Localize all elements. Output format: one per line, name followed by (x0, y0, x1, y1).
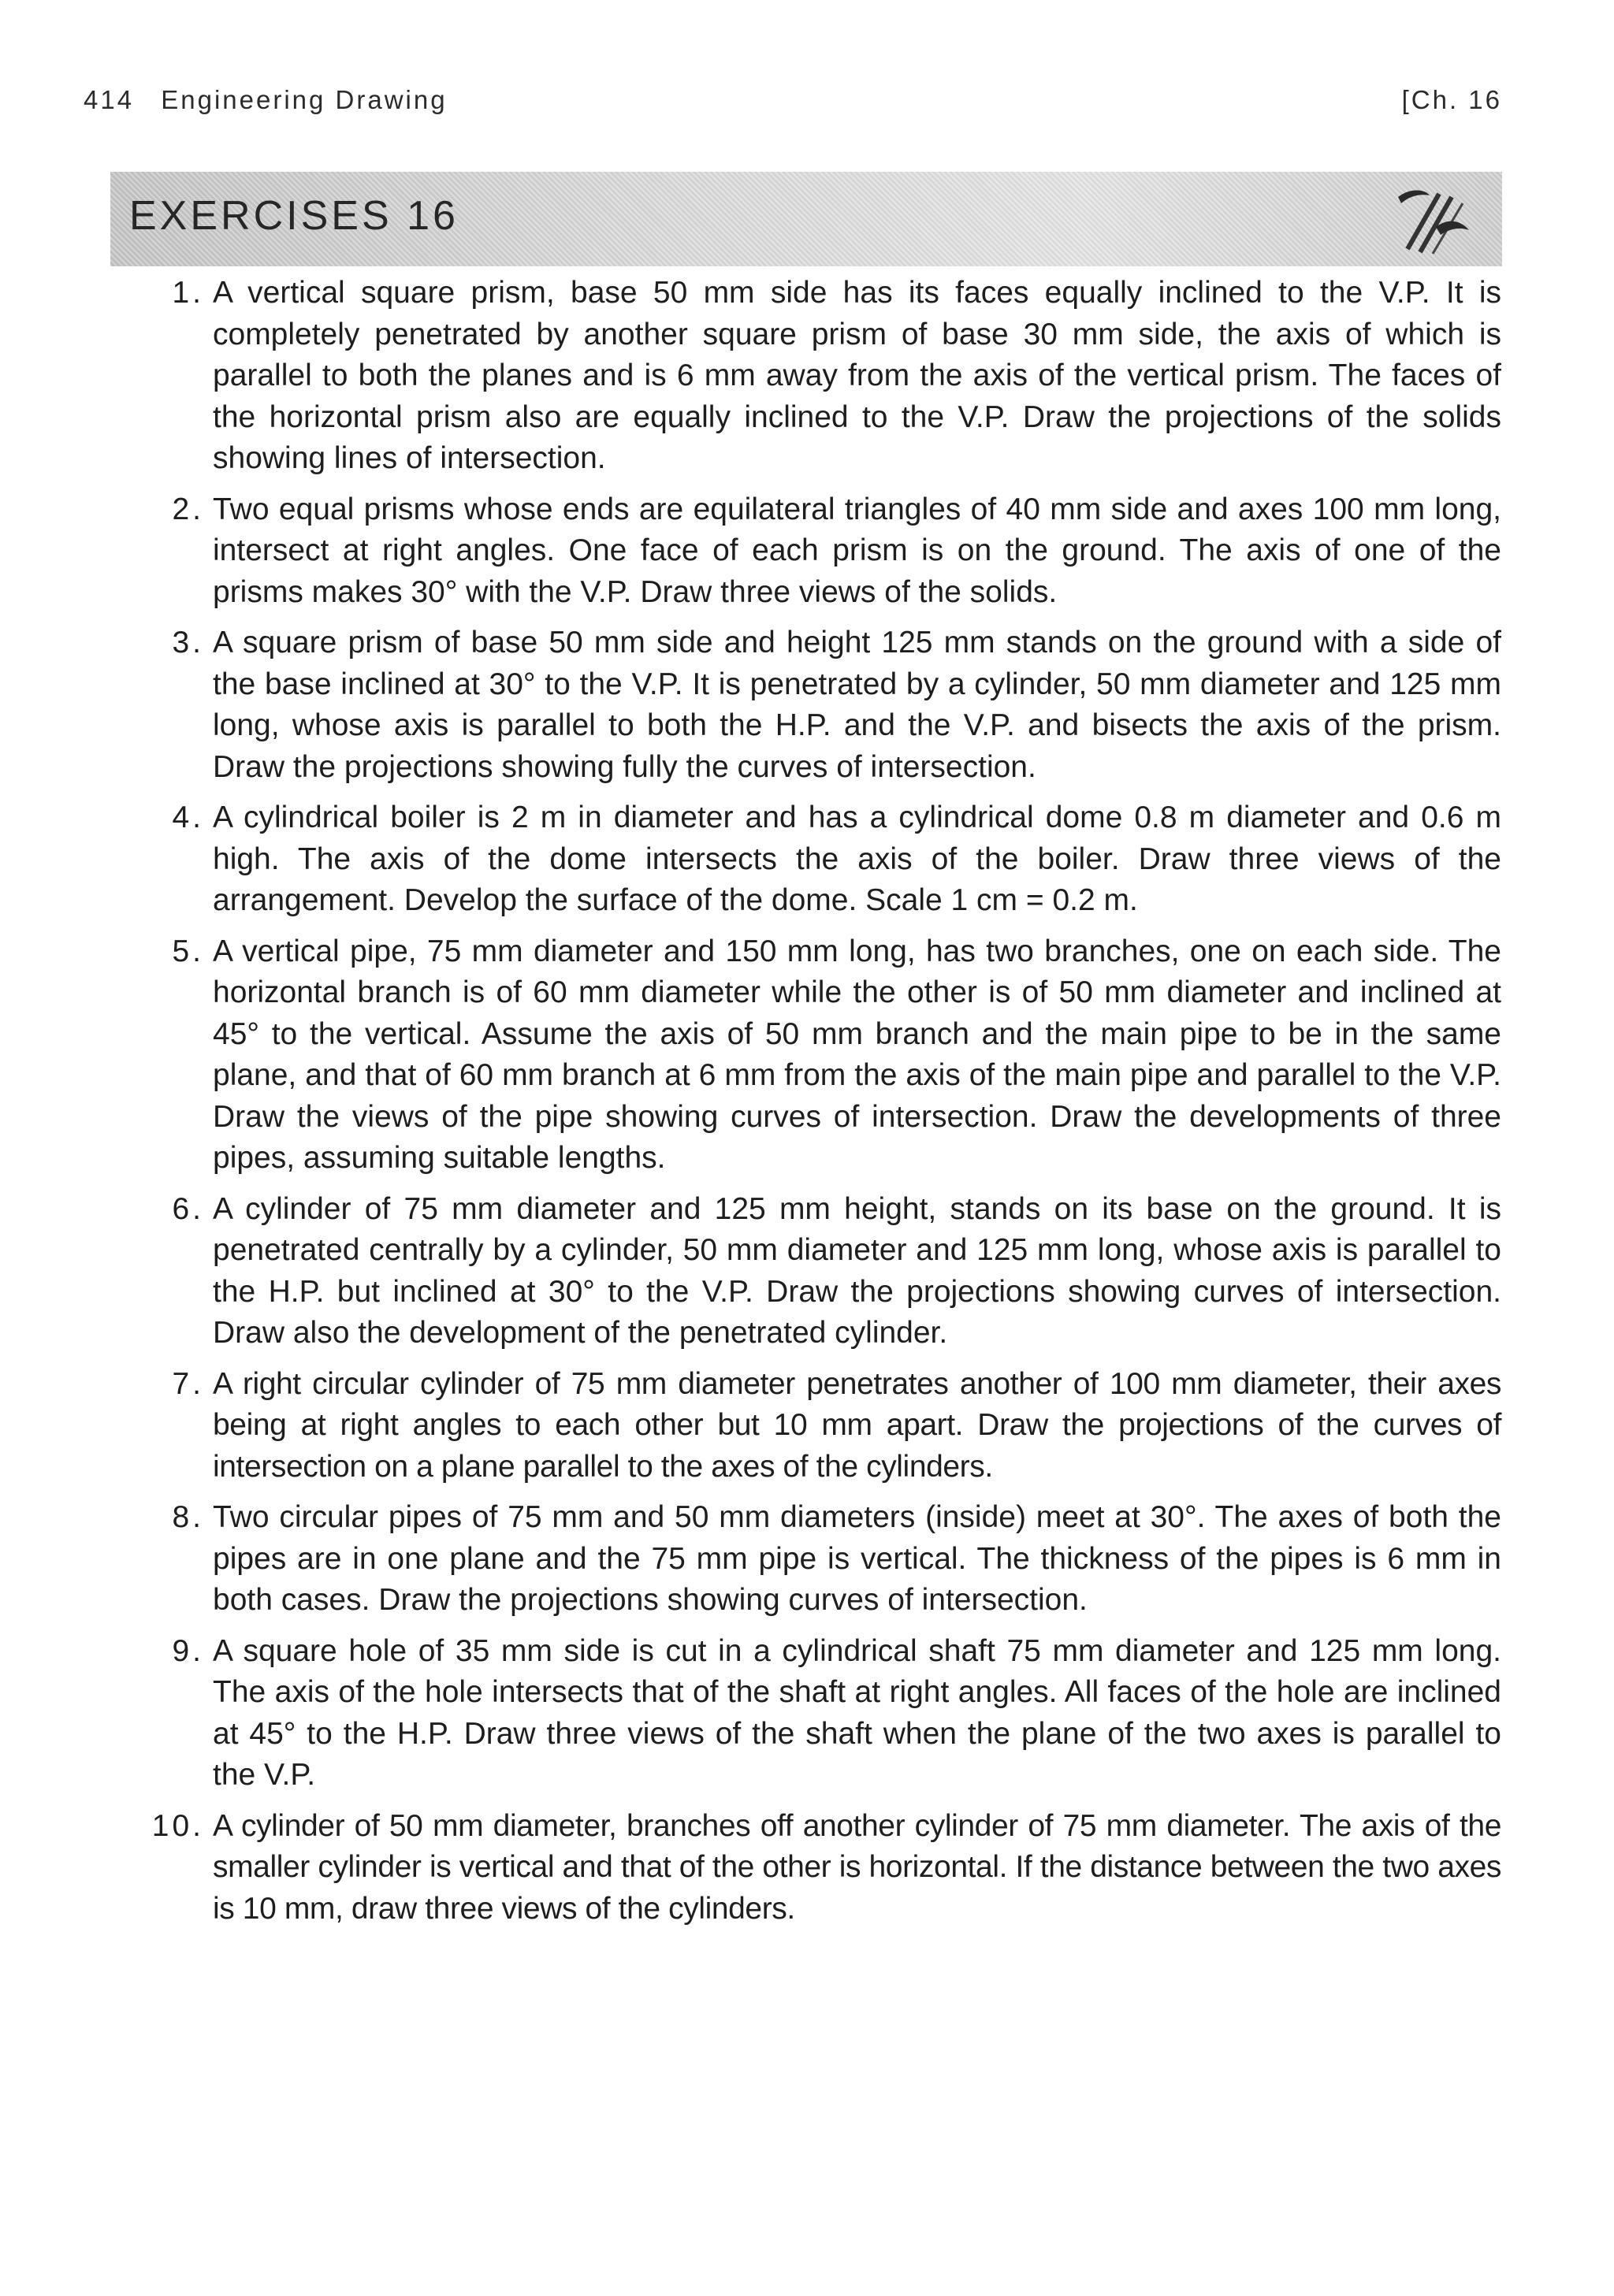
exercise-text: A cylinder of 50 mm diameter, branches off another cylinder of 75 mm diameter. The axis of the smaller cylinder is vertical and that of the other is horizontal. If the distance between the two axes is 10 mm, draw three views of the cylinders. (213, 1808, 1501, 1926)
exercise-item (146, 797, 1501, 922)
exercise-text: A square hole of 35 mm side is cut in a cylindrical shaft 75 mm diameter and 125 mm long. The axis of the hole intersects that of the shaft at right angles. All faces of the hole are inclined at 45° to the H.P. Draw three views of the shaft when the plane of the two axes is parallel to the V.P. (213, 1633, 1501, 1792)
exercise-text: A vertical pipe, 75 mm diameter and 150 mm long, has two branches, one on each side. The horizontal branch is of 60 mm diameter while the other is of 50 mm diameter and inclined at 45° to the vertical. Assume the axis of 50 mm branch and the main pipe to be in the same plane, and that of 60 mm branch at 6 mm from the axis of the main pipe and parallel to the V.P. Draw the views of the pipe showing curves of intersection. Draw the developments of three pipes, assuming suitable lengths. (213, 934, 1501, 1175)
chapter-label: [Ch. 16 (1401, 85, 1502, 114)
exercise-number: 3. (172, 626, 204, 659)
exercise-text: A cylindrical boiler is 2 m in diameter and has a cylindrical dome 0.8 m diameter and 0.6 m high. The axis of the dome intersects the axis of the boiler. Draw three views of the arrangement. Develop the surface of the dome. Scale 1 cm = 0.2 m. (213, 801, 1501, 917)
exercise-text: A cylinder of 75 mm diameter and 125 mm height, stands on its base on the ground. It is penetrated centrally by a cylinder, 50 mm diameter and 125 mm long, whose axis is parallel to the H.P. but inclined at 30° to the V.P. Draw the projections showing curves of intersection. Draw also the development of the penetrated cylinder. (213, 1191, 1501, 1350)
exercise-text: Two circular pipes of 75 mm and 50 mm diameters (inside) meet at 30°. The axes of both the pipes are in one plane and the 75 mm pipe is vertical. The thickness of the pipes is 6 mm in both cases. Draw the projections showing curves of intersection. (213, 1500, 1501, 1617)
exercise-item (146, 1806, 1501, 1930)
exercise-list (146, 273, 1501, 1939)
exercise-number: 6. (172, 1191, 204, 1226)
exercise-text: Two equal prisms whose ends are equilateral triangles of 40 mm side and axes 100 mm long, intersect at right angles. One face of each prism is on the ground. The axis of one of the prisms makes 30° with the V.P. Draw three views of the solids. (213, 492, 1501, 609)
exercise-item (146, 1497, 1501, 1622)
exercises-banner (110, 172, 1502, 266)
running-header (84, 85, 1502, 124)
header-left (84, 85, 448, 115)
exercise-number: 4. (172, 801, 204, 834)
exercise-number: 10. (151, 1808, 204, 1843)
book-title: Engineering Drawing (161, 85, 448, 114)
exercise-text: A square prism of base 50 mm side and height 125 mm stands on the ground with a side of the base inclined at 30° to the V.P. It is penetrated by a cylinder, 50 mm diameter and 125 mm long, whose axis is parallel to both the H.P. and the V.P. and bisects the axis of the prism. Draw the projections showing fully the curves of intersection. (213, 626, 1501, 784)
exercise-item (146, 489, 1501, 614)
exercise-number: 5. (172, 934, 204, 968)
exercise-item (146, 1364, 1501, 1488)
exercise-item (146, 622, 1501, 788)
pencil-swirl-icon (1384, 180, 1478, 258)
exercise-number: 1. (172, 276, 204, 310)
exercise-text: A right circular cylinder of 75 mm diameter penetrates another of 100 mm diameter, their axes being at right angles to each other but 10 mm apart. Draw the projections of the curves of intersection on a plane parallel to the axes of the cylinders. (213, 1366, 1501, 1484)
exercise-number: 7. (172, 1366, 204, 1401)
page-number: 414 (84, 85, 135, 114)
exercise-text: A vertical square prism, base 50 mm side has its faces equally inclined to the V.P. It is completely penetrated by another square prism of base 30 mm side, the axis of which is parallel to both the planes and is 6 mm away from the axis of the vertical prism. The faces of the horizontal prism also are equally inclined to the V.P. Draw the projections of the solids showing lines of intersection. (213, 276, 1501, 475)
exercise-item (146, 1189, 1501, 1354)
banner-title: EXERCISES 16 (129, 193, 459, 239)
exercise-number: 8. (172, 1500, 204, 1534)
exercise-item (146, 273, 1501, 480)
exercise-number: 9. (172, 1633, 204, 1668)
exercise-item (146, 1631, 1501, 1796)
exercise-item (146, 931, 1501, 1180)
exercise-number: 2. (172, 492, 204, 526)
